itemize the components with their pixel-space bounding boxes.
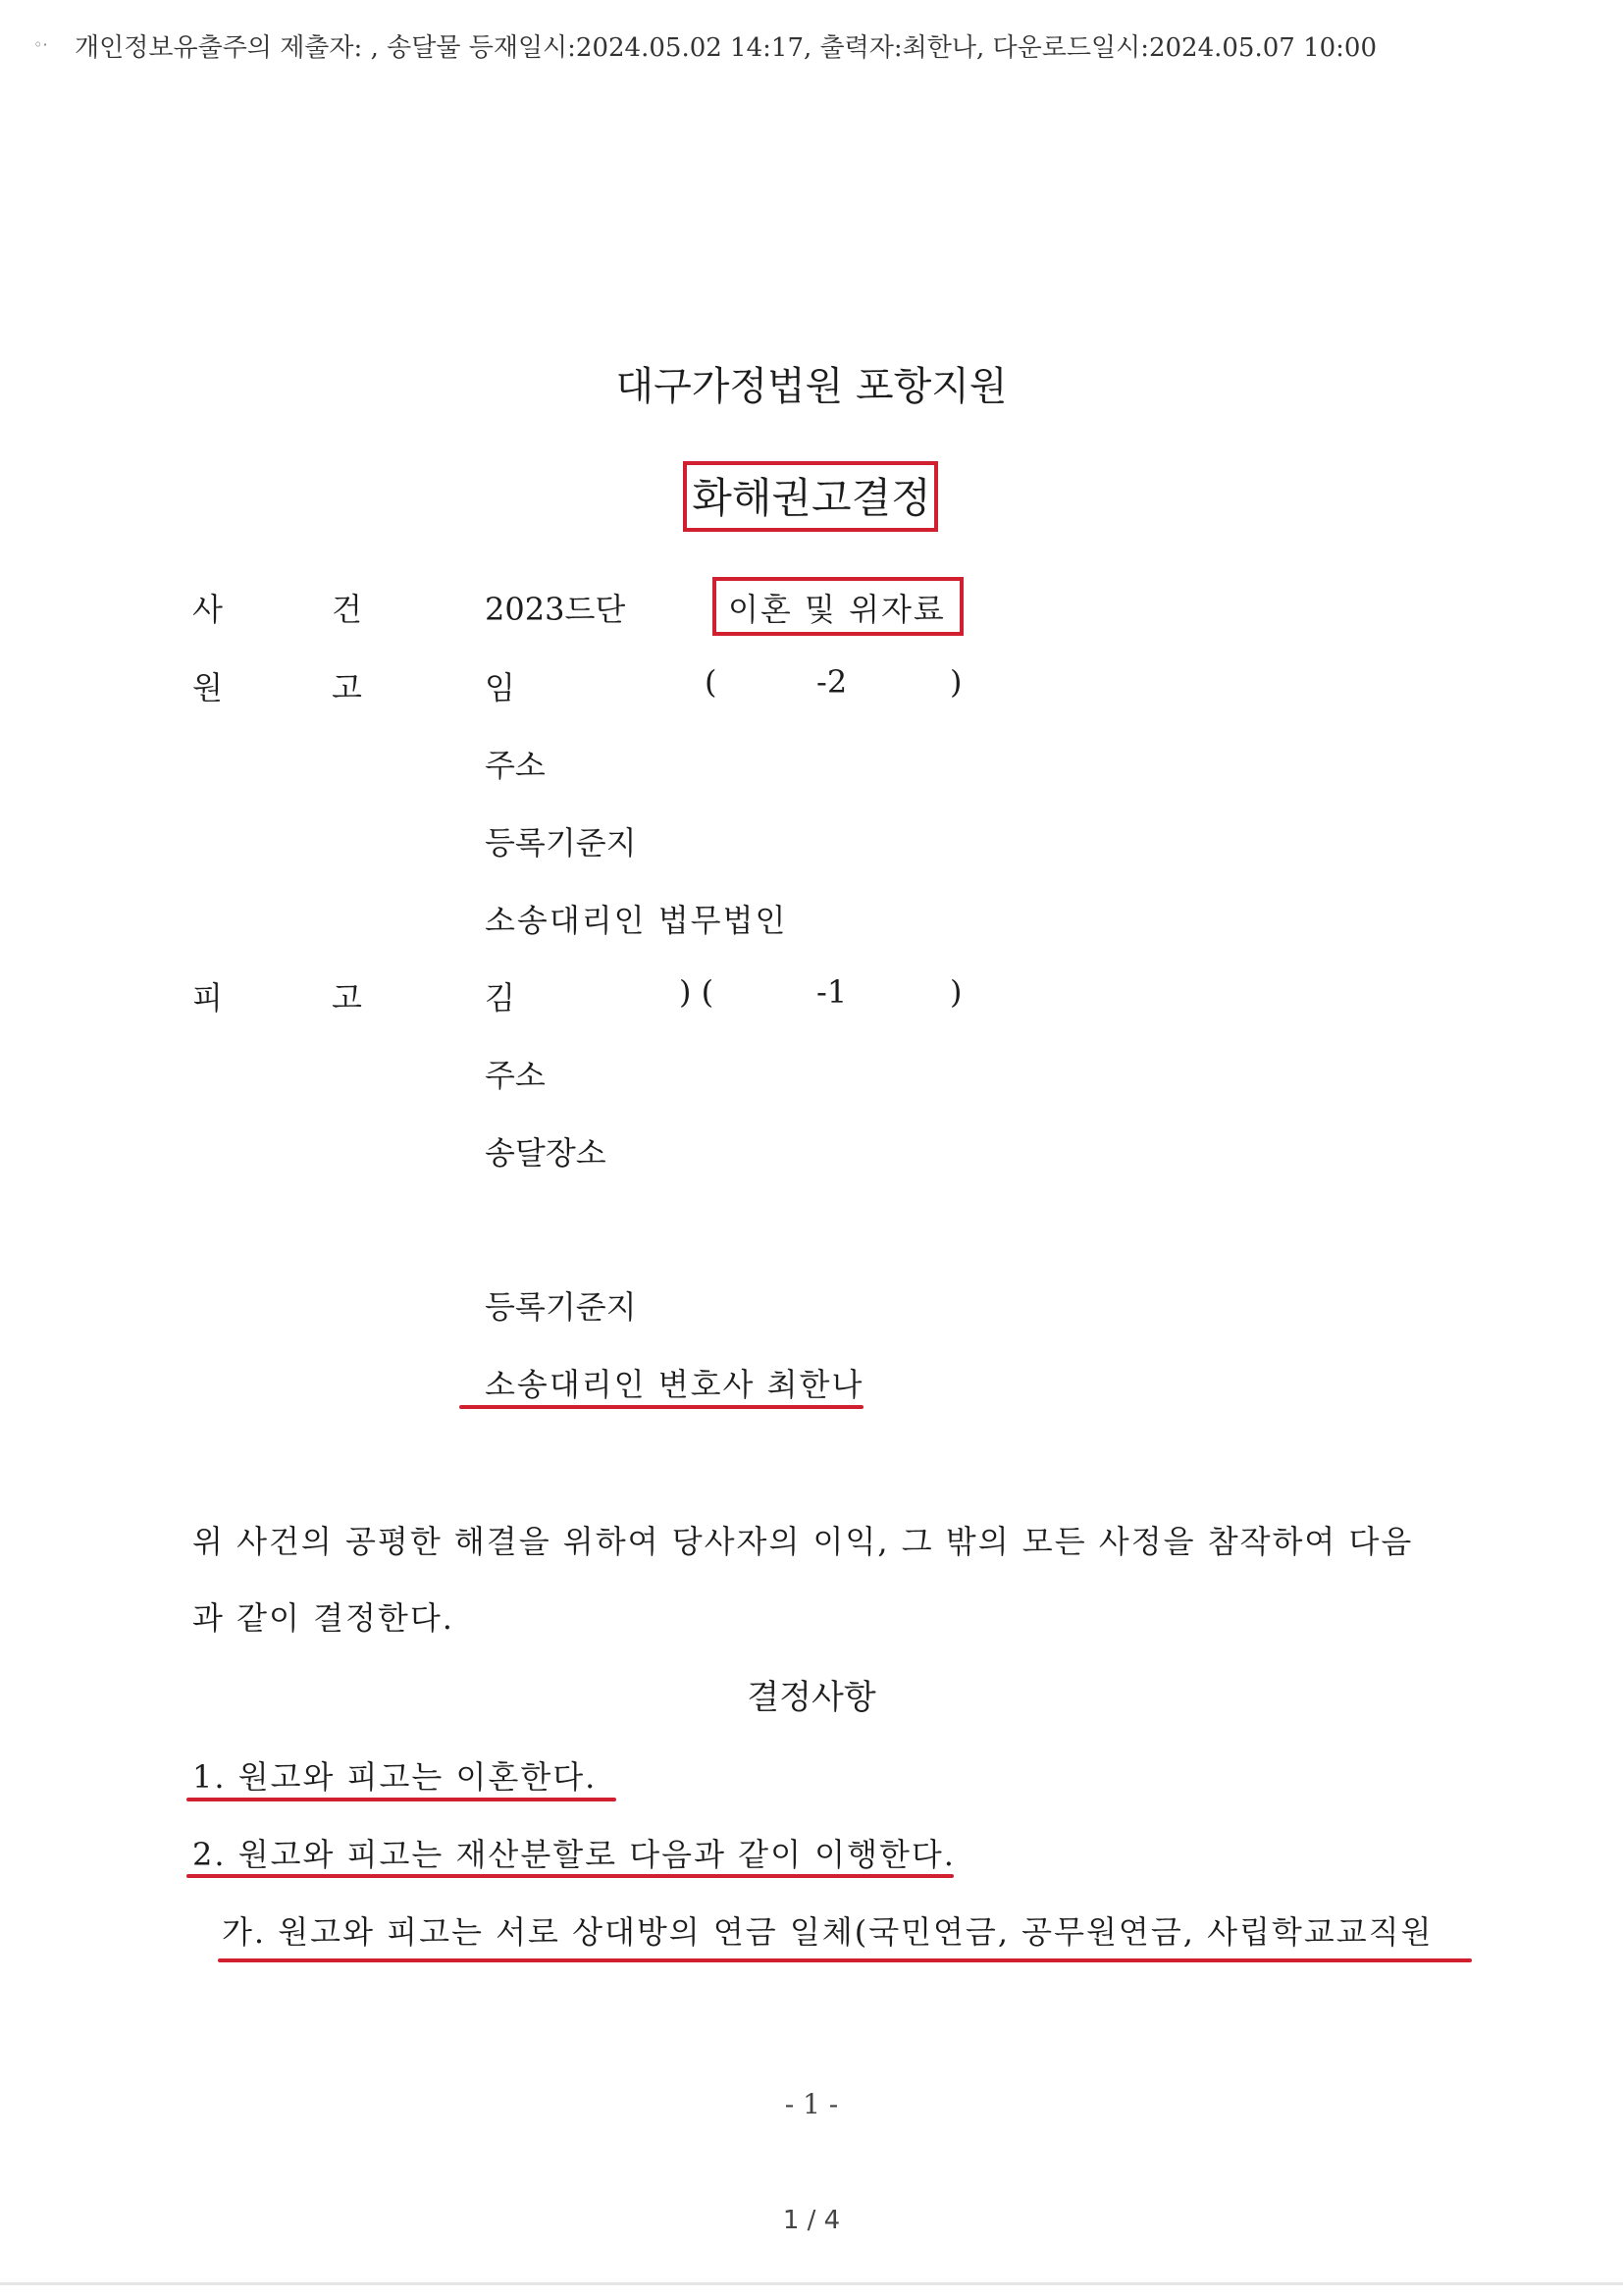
plaintiff-counsel: 소송대리인 법무법인 — [485, 902, 788, 939]
counsel-underline — [459, 1405, 864, 1409]
case-number: 2023드단 — [485, 591, 626, 628]
section-title: 결정사항 — [747, 1678, 876, 1717]
plaintiff-label-2: 고 — [332, 669, 362, 706]
item-2a: 가. 원고와 피고는 서로 상대방의 연금 일체(국민연금, 공무원연금, 사립학교교직원 — [222, 1913, 1434, 1951]
page-number: - 1 - — [784, 2088, 839, 2120]
preamble-line-2: 과 같이 결정한다. — [192, 1599, 454, 1637]
title-highlight-box — [683, 461, 938, 532]
defendant-paren-mid: ) ( — [679, 973, 714, 1011]
case-label-2: 건 — [332, 591, 362, 628]
privacy-icon: ◦· — [33, 35, 48, 54]
case-label-1: 사 — [192, 591, 223, 628]
plaintiff-registry-label: 등록기준지 — [485, 824, 637, 861]
preamble-line-1: 위 사건의 공평한 해결을 위하여 당사자의 이익, 그 밖의 모든 사정을 참작하여 다음 — [192, 1523, 1414, 1560]
page-edge-divider — [0, 2282, 1623, 2285]
plaintiff-address-label: 주소 — [485, 747, 546, 784]
item-1-underline — [186, 1798, 616, 1801]
defendant-id-fragment: -1 — [816, 973, 848, 1011]
document-title: 화해권고결정 — [692, 474, 931, 522]
plaintiff-paren-close: ) — [950, 663, 963, 701]
defendant-registry-label: 등록기준지 — [485, 1288, 637, 1326]
plaintiff-id-fragment: -2 — [816, 663, 848, 701]
plaintiff-name: 임 — [485, 669, 515, 706]
defendant-paren-close: ) — [950, 973, 963, 1011]
case-name-highlight-box — [712, 577, 964, 636]
court-name: 대구가정법원 포항지원 — [615, 364, 1008, 409]
plaintiff-paren-open: ( — [705, 663, 717, 701]
item-2: 2. 원고와 피고는 재산분할로 다음과 같이 이행한다. — [192, 1836, 956, 1873]
item-2a-underline — [218, 1958, 1472, 1962]
defendant-address-label: 주소 — [485, 1057, 546, 1094]
defendant-name: 김 — [485, 979, 515, 1017]
download-header: 개인정보유출주의 제출자: , 송달물 등재일시:2024.05.02 14:17, 출력자:최한나, 다운로드일시:2024.05.07 10:00 — [75, 33, 1378, 63]
item-2-underline — [186, 1874, 954, 1878]
plaintiff-label-1: 원 — [192, 669, 223, 706]
defendant-delivery-label: 송달장소 — [485, 1134, 606, 1172]
item-1: 1. 원고와 피고는 이혼한다. — [192, 1758, 598, 1796]
case-name: 이혼 및 위자료 — [728, 591, 946, 628]
defendant-label-1: 피 — [192, 979, 223, 1017]
defendant-label-2: 고 — [332, 979, 362, 1017]
defendant-counsel: 소송대리인 변호사 최한나 — [485, 1366, 864, 1403]
page-counter: 1 / 4 — [782, 2206, 841, 2235]
